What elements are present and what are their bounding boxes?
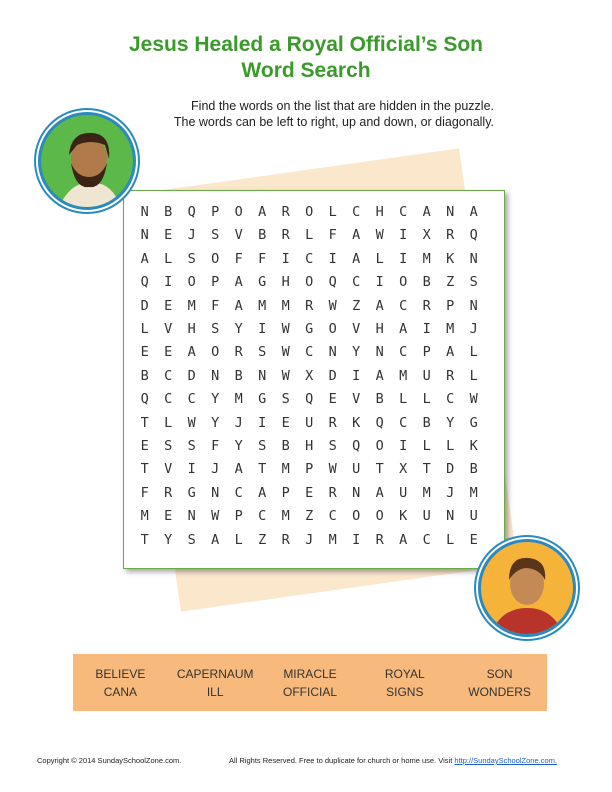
grid-row [133, 274, 486, 297]
grid-letter: N [187, 508, 196, 525]
grid-letter: O [375, 438, 384, 454]
grid-letter: L [422, 391, 431, 408]
grid-row [133, 298, 486, 321]
grid-letter: M [446, 321, 455, 337]
grid-letter: B [234, 367, 243, 384]
grid-row [133, 532, 486, 555]
grid-letter: R [328, 414, 337, 431]
grid-letter: P [446, 297, 455, 314]
footer-copyright: Copyright © 2014 SundaySchoolZone.com. [37, 756, 182, 765]
grid-letter: I [187, 461, 196, 478]
grid-row [133, 251, 486, 274]
grid-letter: L [328, 204, 337, 220]
word-list-item: CAPERNAUM [176, 666, 254, 681]
grid-letter: J [446, 484, 455, 501]
word-list-item: ILL [206, 684, 224, 699]
grid-letter: M [281, 508, 290, 525]
grid-letter: W [469, 391, 478, 408]
grid-letter: K [352, 414, 361, 431]
grid-letter: I [352, 367, 361, 384]
grid-row [133, 321, 486, 344]
grid-letter: I [399, 227, 408, 244]
footer-rights [229, 756, 557, 765]
grid-letter: X [399, 461, 408, 478]
grid-letter: Q [352, 438, 361, 454]
grid-letter: U [305, 414, 314, 431]
grid-letter: W [375, 227, 384, 244]
grid-letter: A [399, 531, 408, 548]
grid-letter: M [399, 367, 408, 384]
grid-letter: I [352, 531, 361, 548]
grid-letter: W [281, 367, 290, 384]
instructions-line-1: Find the words on the list that are hidden in the puzzle. [191, 99, 494, 113]
grid-letter: A [375, 484, 384, 501]
grid-letter: B [258, 227, 267, 244]
grid-letter: R [305, 297, 314, 314]
grid-letter: B [281, 438, 290, 454]
grid-row [133, 204, 486, 227]
grid-letter: U [422, 508, 431, 525]
grid-letter: S [187, 531, 196, 548]
title-line-1: Jesus Healed a Royal Official’s Son [128, 33, 484, 56]
grid-letter: G [469, 414, 478, 431]
grid-letter: S [164, 438, 173, 454]
grid-letter: A [234, 297, 243, 314]
grid-letter: R [446, 367, 455, 384]
grid-letter: J [211, 461, 220, 478]
grid-letter: C [399, 344, 408, 361]
grid-letter: F [140, 484, 149, 501]
grid-letter: A [352, 227, 361, 244]
grid-letter: G [305, 321, 314, 337]
grid-letter: Y [164, 531, 173, 548]
grid-letter: L [469, 344, 478, 361]
grid-letter: E [140, 344, 149, 361]
grid-letter: M [469, 484, 478, 501]
grid-letter: Y [211, 414, 220, 431]
grid-letter: C [328, 508, 337, 525]
grid-row [133, 485, 486, 508]
grid-letter: W [211, 508, 220, 525]
grid-letter: I [258, 414, 267, 431]
grid-letter: N [140, 204, 149, 220]
grid-letter: R [281, 227, 290, 244]
grid-letter: F [328, 227, 337, 244]
grid-letter: L [399, 391, 408, 408]
grid-letter: Y [446, 414, 455, 431]
grid-letter: Z [258, 531, 267, 548]
grid-letter: M [328, 531, 337, 548]
grid-letter: U [422, 367, 431, 384]
grid-letter: D [328, 367, 337, 384]
grid-letter: S [187, 438, 196, 454]
grid-letter: I [375, 274, 384, 291]
grid-letter: H [375, 321, 384, 337]
grid-letter: B [375, 391, 384, 408]
grid-letter: N [352, 484, 361, 501]
grid-letter: C [399, 204, 408, 220]
word-list-item: SON [486, 666, 513, 681]
grid-letter: T [140, 461, 149, 478]
grid-letter: S [258, 438, 267, 454]
grid-letter: H [187, 321, 196, 337]
grid-letter: F [211, 438, 220, 454]
grid-letter: C [399, 414, 408, 431]
grid-letter: P [305, 461, 314, 478]
word-list-item: OFFICIAL [282, 684, 337, 699]
grid-letter: R [164, 484, 173, 501]
grid-letter: K [399, 508, 408, 525]
grid-letter: A [352, 250, 361, 267]
grid-letter: H [375, 204, 384, 220]
grid-letter: S [281, 391, 290, 408]
grid-letter: U [399, 484, 408, 501]
grid-letter: T [140, 414, 149, 431]
grid-letter: O [305, 274, 314, 291]
grid-letter: J [469, 321, 478, 337]
grid-letter: T [140, 531, 149, 548]
grid-letter: D [446, 461, 455, 478]
grid-letter: K [469, 438, 478, 454]
grid-letter: I [422, 321, 431, 337]
grid-letter: C [446, 391, 455, 408]
grid-letter: E [164, 508, 173, 525]
grid-letter: I [399, 438, 408, 454]
grid-letter: G [187, 484, 196, 501]
grid-letter: Y [234, 438, 243, 454]
grid-letter: L [234, 531, 243, 548]
grid-letter: M [258, 297, 267, 314]
grid-letter: Y [352, 344, 361, 361]
grid-letter: T [258, 461, 267, 478]
grid-letter: P [211, 204, 220, 220]
grid-letter: S [258, 344, 267, 361]
grid-letter: A [258, 204, 267, 220]
grid-letter: C [187, 391, 196, 408]
grid-letter: W [328, 297, 337, 314]
grid-letter: C [352, 274, 361, 291]
grid-letter: U [352, 461, 361, 478]
grid-letter: X [422, 227, 431, 244]
grid-row [133, 368, 486, 391]
word-list-item: BELIEVE [95, 666, 146, 681]
grid-letter: O [211, 250, 220, 267]
grid-letter: S [211, 227, 220, 244]
grid-letter: E [164, 227, 173, 244]
instructions-line-2: The words can be left to right, up and down, or diagonally. [173, 115, 494, 129]
grid-letter: J [305, 531, 314, 548]
grid-letter: N [140, 227, 149, 244]
grid-letter: C [164, 367, 173, 384]
grid-letter: M [281, 461, 290, 478]
grid-letter: Z [446, 274, 455, 291]
footer-rights-text: All Rights Reserved. Free to duplicate for church or home use. Visit [229, 756, 453, 765]
grid-letter: M [422, 484, 431, 501]
grid-letter: F [211, 297, 220, 314]
grid-letter: E [469, 531, 478, 548]
grid-letter: Q [469, 227, 478, 244]
grid-letter: W [281, 321, 290, 337]
grid-letter: G [258, 391, 267, 408]
grid-letter: S [469, 274, 478, 291]
word-list-item: ROYAL [384, 666, 425, 681]
word-list-item: SIGNS [386, 684, 424, 699]
grid-letter: L [375, 250, 384, 267]
grid-letter: W [281, 344, 290, 361]
grid-letter: L [446, 531, 455, 548]
grid-letter: F [258, 250, 267, 267]
grid-letter: L [140, 321, 149, 337]
grid-letter: O [352, 508, 361, 525]
grid-row [133, 461, 486, 484]
grid-letter: P [422, 344, 431, 361]
grid-letter: N [446, 508, 455, 525]
jesus-avatar [38, 112, 136, 210]
grid-letter: I [328, 250, 337, 267]
grid-letter: Z [305, 508, 314, 525]
grid-letter: N [211, 367, 220, 384]
official-avatar [478, 539, 576, 637]
grid-letter: N [328, 344, 337, 361]
grid-letter: A [375, 297, 384, 314]
grid-letter: A [446, 344, 455, 361]
grid-letter: A [258, 484, 267, 501]
grid-letter: W [187, 414, 196, 431]
grid-letter: C [422, 531, 431, 548]
grid-letter: B [140, 367, 149, 384]
grid-letter: O [399, 274, 408, 291]
grid-letter: A [234, 461, 243, 478]
grid-letter: I [258, 321, 267, 337]
grid-letter: M [187, 297, 196, 314]
grid-letter: B [469, 461, 478, 478]
grid-letter: V [164, 321, 173, 337]
grid-letter: H [305, 438, 314, 454]
grid-letter: Y [211, 391, 220, 408]
grid-letter: L [446, 438, 455, 454]
grid-letter: M [281, 297, 290, 314]
grid-letter: Q [140, 274, 149, 291]
grid-row [133, 344, 486, 367]
grid-letter: A [399, 321, 408, 337]
word-search-grid [123, 190, 505, 569]
title-line-2: Word Search [241, 59, 371, 82]
grid-letter: F [234, 250, 243, 267]
grid-letter: R [281, 531, 290, 548]
grid-letter: R [328, 484, 337, 501]
grid-letter: O [211, 344, 220, 361]
grid-letter: E [140, 438, 149, 454]
grid-letter: A [375, 367, 384, 384]
grid-letter: A [469, 204, 478, 220]
grid-letter: R [422, 297, 431, 314]
grid-letter: D [187, 367, 196, 384]
grid-row [133, 415, 486, 438]
grid-letter: X [305, 367, 314, 384]
grid-row [133, 391, 486, 414]
grid-letter: D [140, 297, 149, 314]
grid-letter: E [281, 414, 290, 431]
grid-letter: U [469, 508, 478, 525]
grid-letter: M [422, 250, 431, 267]
grid-letter: A [140, 250, 149, 267]
grid-row [133, 508, 486, 531]
word-list-item: CANA [103, 684, 138, 699]
grid-letter: N [375, 344, 384, 361]
grid-letter: V [352, 391, 361, 408]
grid-letter: N [446, 204, 455, 220]
grid-letter: Z [352, 297, 361, 314]
grid-letter: C [399, 297, 408, 314]
grid-letter: V [352, 321, 361, 337]
grid-letter: J [234, 414, 243, 431]
grid-letter: L [305, 227, 314, 244]
grid-letter: Q [375, 414, 384, 431]
grid-letter: R [281, 204, 290, 220]
grid-letter: O [234, 204, 243, 220]
grid-letter: L [469, 367, 478, 384]
grid-letter: A [422, 204, 431, 220]
grid-letter: S [187, 250, 196, 267]
grid-letter: V [234, 227, 243, 244]
grid-letter: E [164, 344, 173, 361]
grid-letter: E [328, 391, 337, 408]
grid-letter: J [187, 227, 196, 244]
footer-link[interactable]: http://SundaySchoolZone.com. [454, 756, 557, 765]
grid-letter: S [328, 438, 337, 454]
grid-letter: N [469, 297, 478, 314]
grid-letter: C [352, 204, 361, 220]
grid-letter: T [375, 461, 384, 478]
grid-letter: P [234, 508, 243, 525]
grid-letter: N [469, 250, 478, 267]
grid-row [133, 227, 486, 250]
grid-letter: V [164, 461, 173, 478]
grid-letter: S [211, 321, 220, 337]
word-list [73, 654, 547, 711]
grid-letter: C [258, 508, 267, 525]
grid-letter: C [164, 391, 173, 408]
grid-letter: Y [234, 321, 243, 337]
grid-letter: W [328, 461, 337, 478]
word-list-item: WONDERS [468, 684, 531, 699]
grid-letter: R [446, 227, 455, 244]
grid-letter: M [140, 508, 149, 525]
grid-letter: C [305, 250, 314, 267]
grid-letter: B [422, 414, 431, 431]
grid-letter: G [258, 274, 267, 291]
grid-letter: L [422, 438, 431, 454]
grid-letter: E [164, 297, 173, 314]
grid-letter: P [281, 484, 290, 501]
grid-letter: O [375, 508, 384, 525]
grid-letter: H [281, 274, 290, 291]
grid-letter: L [164, 414, 173, 431]
grid-letter: E [305, 484, 314, 501]
grid-letter: I [281, 250, 290, 267]
grid-letter: R [375, 531, 384, 548]
grid-letter: T [422, 461, 431, 478]
grid-letter: R [234, 344, 243, 361]
grid-letter: I [399, 250, 408, 267]
grid-letter: C [234, 484, 243, 501]
grid-row [133, 438, 486, 461]
grid-letter: C [305, 344, 314, 361]
grid-letter: A [234, 274, 243, 291]
grid-letter: I [164, 274, 173, 291]
grid-letter: O [187, 274, 196, 291]
grid-letter: Q [328, 274, 337, 291]
grid-letter: Q [305, 391, 314, 408]
grid-letter: A [187, 344, 196, 361]
grid-letter: N [211, 484, 220, 501]
grid-letter: O [328, 321, 337, 337]
grid-letter: M [234, 391, 243, 408]
grid-letter: P [211, 274, 220, 291]
grid-letter: O [305, 204, 314, 220]
grid-letter: K [446, 250, 455, 267]
grid-letter: Q [140, 391, 149, 408]
word-list-item: MIRACLE [283, 666, 337, 681]
grid-letter: B [422, 274, 431, 291]
grid-letter: L [164, 250, 173, 267]
grid-letter: Q [187, 204, 196, 220]
grid-letter: B [164, 204, 173, 220]
grid-letter: A [211, 531, 220, 548]
grid-letter: N [258, 367, 267, 384]
